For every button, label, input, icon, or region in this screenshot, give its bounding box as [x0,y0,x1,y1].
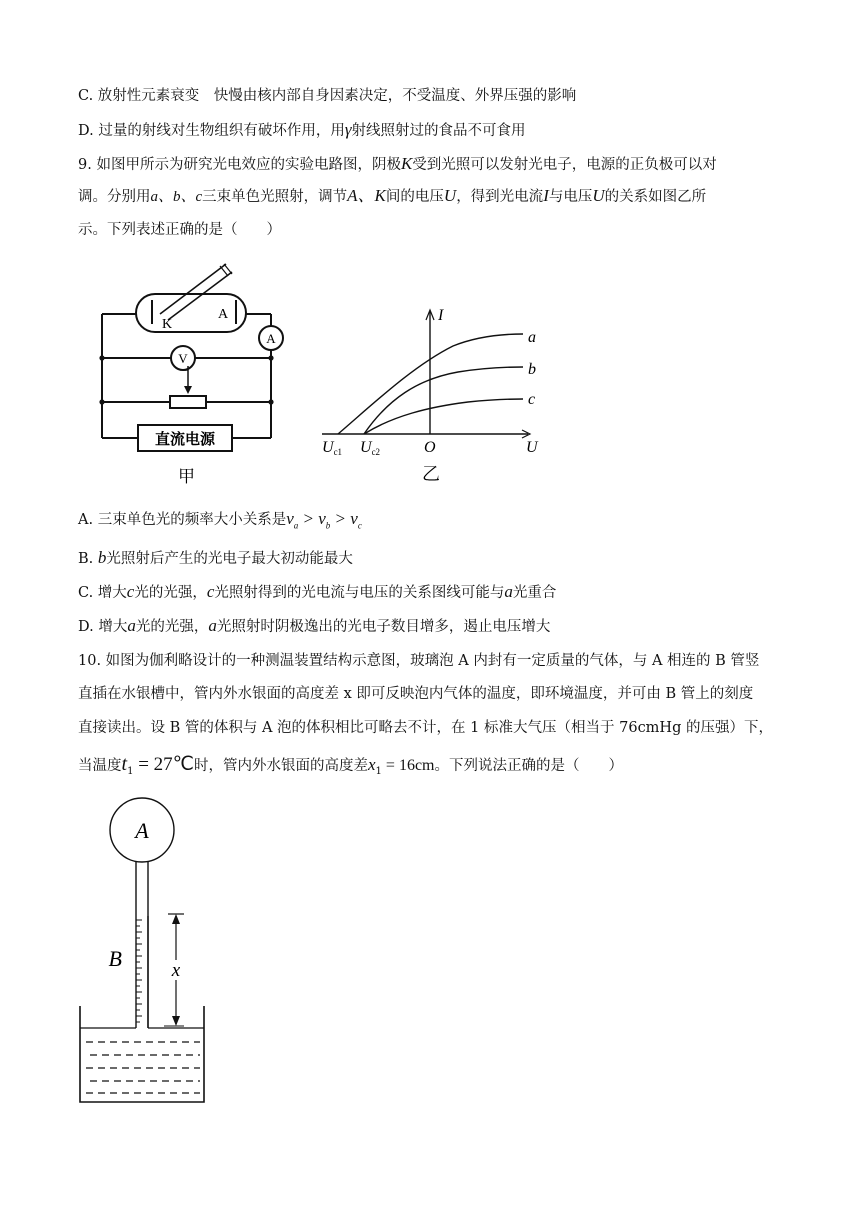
opt-c-text1: 光的光强， [134,585,207,601]
label-K: K [162,317,173,332]
question-10-line3: 直接读出。设 B 管的体积与 A 泡的体积相比可略去不计，在 1 标准大气压（相当于 76cmHg 的压强）下， [78,720,773,736]
power-label: 直流电源 [154,430,216,448]
voltmeter-label: V [178,351,188,366]
question-9-line1 [78,154,717,175]
option-9b [78,548,353,569]
q9-K: K [400,154,413,173]
q9-l2-b: 三束单色光照射，调节 [202,189,348,205]
label-curve-a: a [528,329,536,346]
opt-b-text: 光照射后产生的光电子最大初动能最大 [106,551,353,567]
q9-l2-I: I [543,186,549,205]
label-I: I [438,307,444,324]
iu-graph-yi [318,304,558,486]
q9-text2: 受到光照可以发射光电子，电源的正负极可以对 [412,157,717,173]
question-9-line3: 示。下列表述正确的是（ ） [78,222,281,238]
q9-l2-c: 间的电压 [385,189,444,205]
opt-c-var2: c [206,582,215,601]
opt-d-text1: 光的光强， [135,619,209,635]
question-10-line1: 10. 如图为伽利略设计的一种测温装置结构示意图，玻璃泡 A 内封有一定质量的气体，与 A 相连的 B 管竖 [78,653,760,669]
opt-b-prefix: B. [78,551,98,567]
curve-c [364,399,523,434]
caption-yi: 乙 [422,464,440,485]
galileo-thermometer [72,796,212,1108]
label-A: A [218,307,229,322]
option-9d [78,616,550,637]
label-U: U [526,439,538,456]
q9-l2-U: U [443,186,457,205]
label-curve-b: b [528,361,536,378]
opt-d-var1: a [127,616,136,635]
q10-t-sub: 1 [127,765,134,777]
label-A: A [135,818,149,843]
mercury-tank [80,1006,204,1102]
q9-l2-f: 的关系如图乙所 [604,189,707,205]
rheostat [170,396,206,408]
q9-l2-abc: a、b、c [150,189,203,205]
label-Uc2: Uc2 [360,439,381,457]
opt-b-var: b [97,548,107,567]
option-8d-text: D. 过量的射线对生物组织有破坏作用，用 [78,123,345,139]
circuit-diagram-jia [96,262,296,488]
option-8d-tail: 射线照射过的食品不可食用 [351,123,526,139]
q9-l2-a: 调。分别用 [78,189,151,205]
q10-x: x [368,755,376,774]
q9-text: 9. 如图甲所示为研究光电效应的实验电路图，阴极 [78,157,401,173]
q10-l4-b: 时，管内外水银面的高度差 [194,758,368,774]
opt-a-text: A. 三束单色光的频率大小关系是 [78,512,287,528]
label-x: x [171,960,181,981]
label-O: O [424,439,436,456]
ammeter-label: A [266,331,276,346]
label-curve-c: c [528,391,536,408]
question-10-line4 [78,754,623,782]
option-8d [78,120,526,141]
label-B: B [108,946,122,971]
gamma-symbol: γ [344,120,352,139]
caption-jia: 甲 [178,467,195,487]
q9-l2-U2: U [592,186,605,205]
opt-c-prefix: C. 增大 [78,585,127,601]
opt-d-text2: 光照射时阴极逸出的光电子数目增多，遏止电压增大 [216,619,551,635]
opt-c-var3: a [504,582,513,601]
q10-x-sub: 1 [375,765,382,777]
freq-relation: $\nu_a > \nu_b > \nu_c$ [286,509,362,531]
opt-d-var2: a [208,616,217,635]
q10-temp: = 27℃ [133,754,194,775]
q9-l2-AK: A、K [347,186,386,205]
opt-c-text2: 光照射得到的光电流与电压的关系图线可能与 [214,585,505,601]
curve-b [364,367,523,434]
question-9-line2 [78,186,706,207]
option-9a [78,509,362,535]
q9-l2-d: ，得到光电流 [456,189,544,205]
q10-l4-c: 。下列说法正确的是（ ） [434,758,623,774]
light-ray [160,264,226,314]
q10-t: t [121,753,128,775]
question-10-line2: 直插在水银槽中，管内外水银面的高度差 x 即可反映泡内气体的温度，即环境温度，并可由 B 管上的刻度 [78,686,754,702]
opt-c-text3: 光重合 [512,585,557,601]
q9-l2-e: 与电压 [548,189,593,205]
opt-d-prefix: D. 增大 [78,619,128,635]
option-9c [78,582,556,603]
opt-c-var1: c [126,582,135,601]
label-Uc1: Uc1 [322,439,343,457]
q10-l4-a: 当温度 [78,758,122,774]
q10-height: = 16cm [381,757,435,774]
option-8c: C. 放射性元素衰变 快慢由核内部自身因素决定，不受温度、外界压强的影响 [78,88,577,104]
